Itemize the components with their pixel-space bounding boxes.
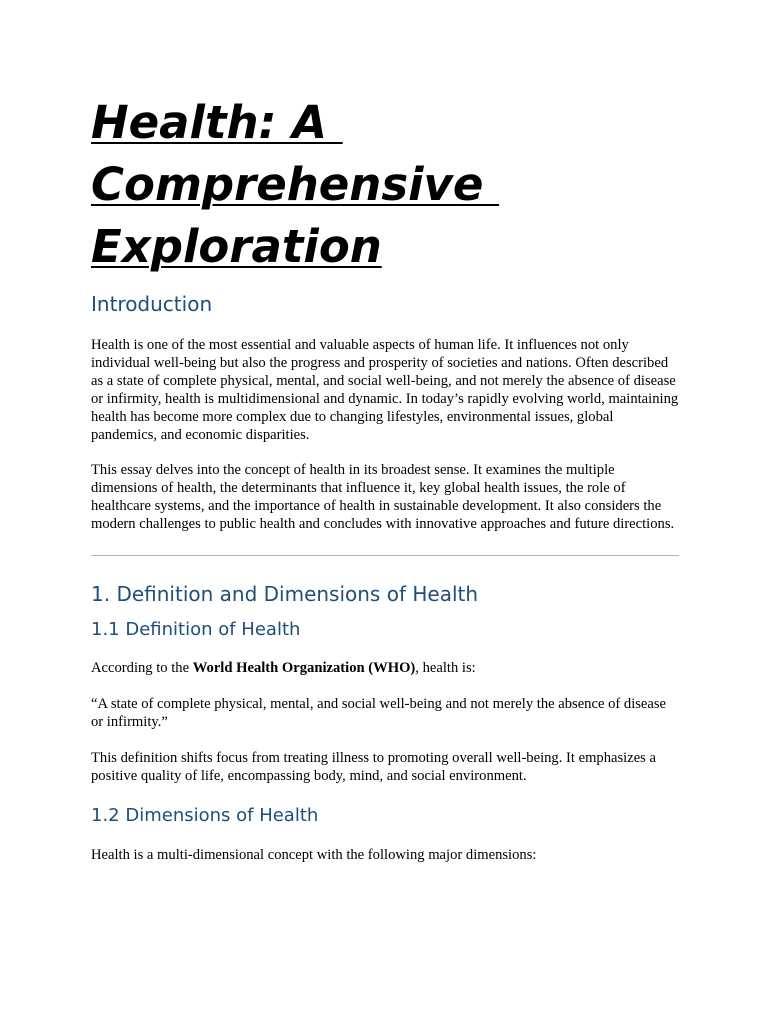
title-line-2: Comprehensive [91, 158, 500, 211]
title-line-1: Health: A [91, 96, 343, 149]
who-definition-quote: “A state of complete physical, mental, and social well-being and not merely the absence of disease or infirmity.” [91, 695, 667, 730]
who-intro-suffix: , health is: [415, 660, 476, 677]
who-definition-intro [91, 660, 681, 678]
who-organization-name: World Health Organization (WHO) [192, 660, 416, 677]
dimensions-intro: Health is a multi-dimensional concept with the following major dimensions: [91, 846, 537, 863]
section-divider [91, 555, 679, 556]
definition-explanation: This definition shifts focus from treating illness to promoting overall well-being. It emphasizes a positive quality of life, encompassing body, mind, and social environment. [91, 749, 656, 784]
subsection-1-2-heading: 1.2 Dimensions of Health [91, 804, 319, 826]
document-page [91, 92, 681, 865]
title-line-3: Exploration [91, 220, 382, 273]
intro-paragraph-1: Health is one of the most essential and valuable aspects of human life. It influences not only individual well-being but also the progress and prosperity of societies and nations. Often described as a state of complete physical, mental, and social well-being, and not merely the absence of disease or infirmity, health is multidimensional and dynamic. In today’s rapidly evolving world, maintaining health has become more complex due to changing lifestyles, environmental issues, global pandemics, and economic disparities. [91, 337, 679, 443]
subsection-1-1-heading: 1.1 Definition of Health [91, 619, 301, 641]
intro-paragraph-2: This essay delves into the concept of health in its broadest sense. It examines the multiple dimensions of health, the determinants that influence it, key global health issues, the role of healthcare systems, and the importance of health in sustainable development. It also considers the modern challenges to public health and concludes with innovative approaches and future directions. [91, 462, 675, 533]
section-1-heading: 1. Definition and Dimensions of Health [91, 582, 479, 607]
who-intro-prefix: According to the [91, 660, 193, 677]
document-title [91, 92, 681, 278]
introduction-heading: Introduction [91, 292, 213, 316]
